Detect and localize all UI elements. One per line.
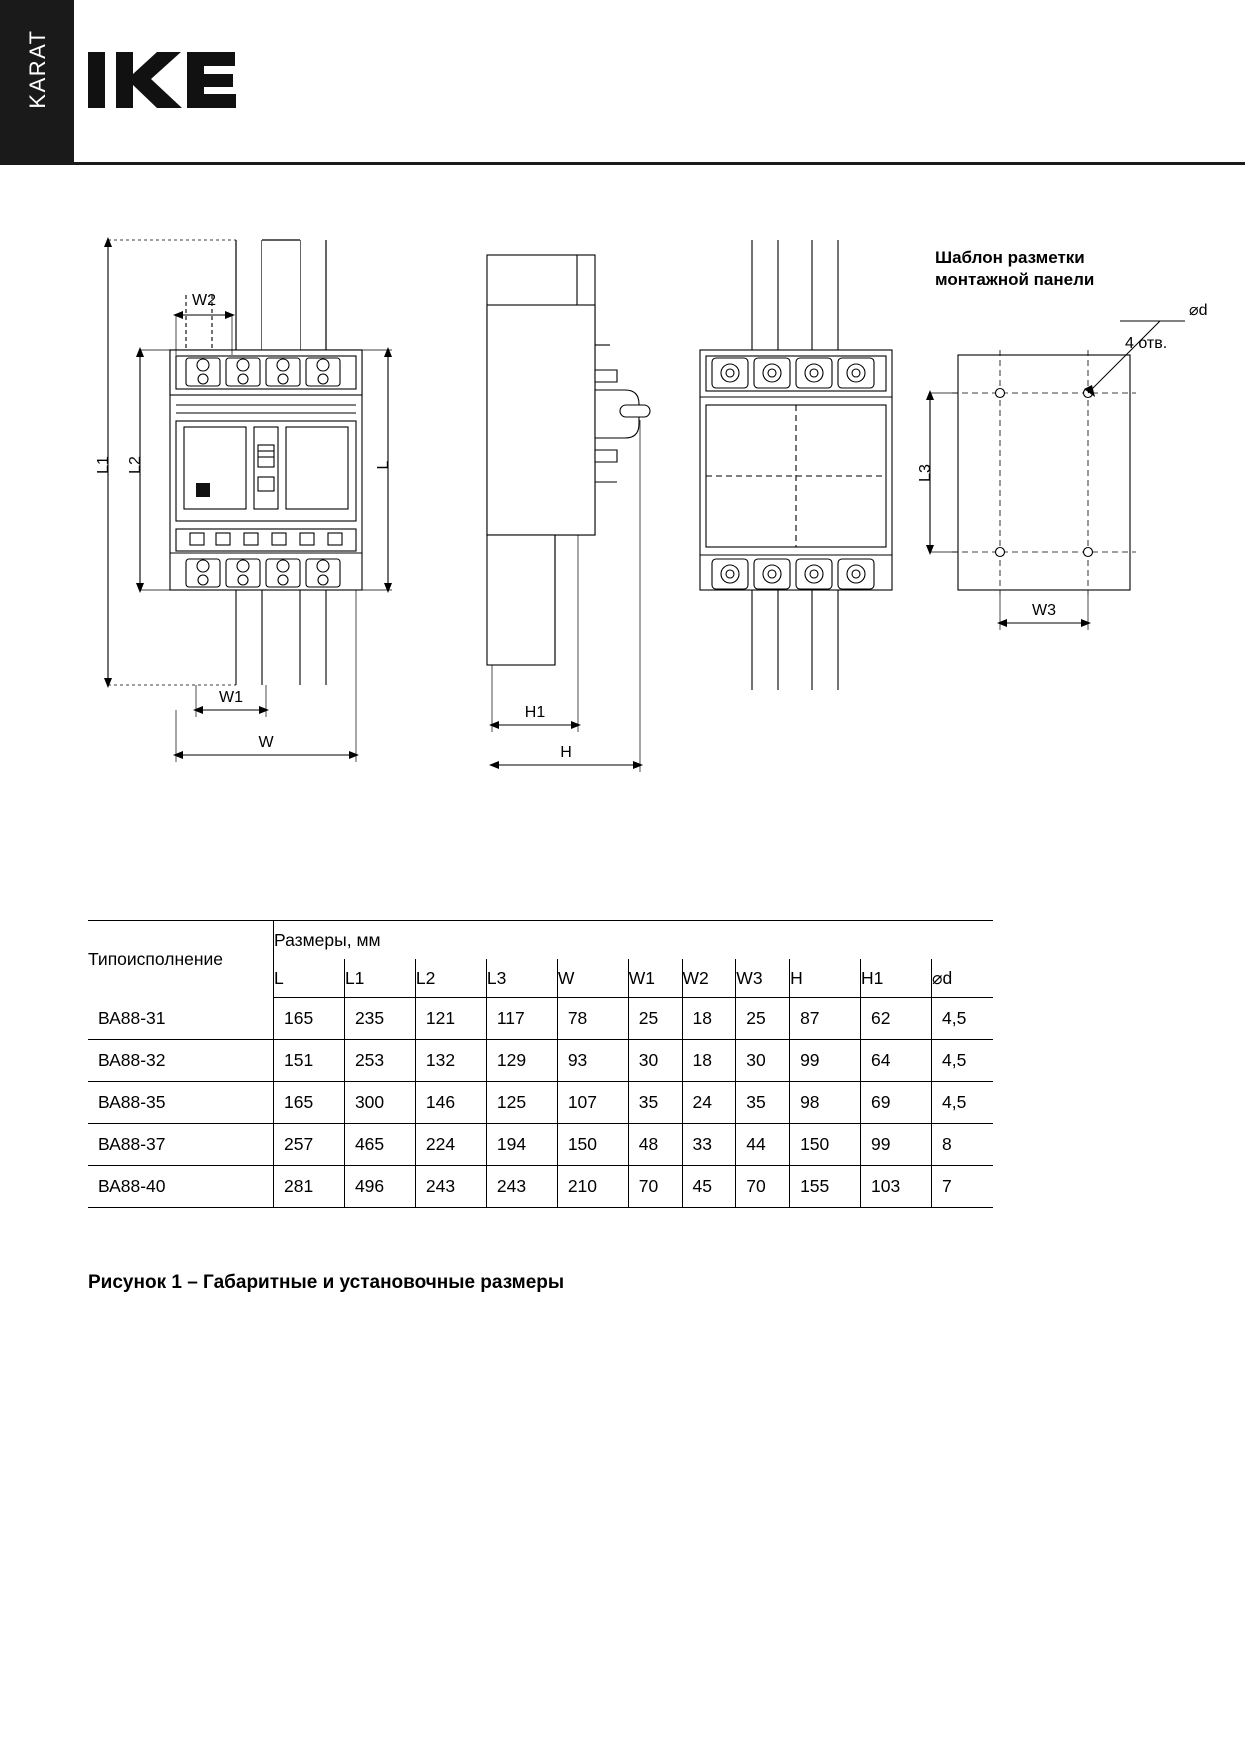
cell-type: ВА88-35 (88, 1082, 274, 1124)
label-w2: W2 (192, 292, 216, 309)
template-note-line2: монтажной панели (935, 270, 1095, 289)
cell-w3: 25 (736, 998, 790, 1040)
cell-l: 281 (274, 1166, 345, 1208)
cell-type: ВА88-32 (88, 1040, 274, 1082)
table-row (88, 1124, 993, 1166)
table-col-l3: L3 (486, 959, 557, 998)
cell-w: 93 (557, 1040, 628, 1082)
cell-l3: 125 (486, 1082, 557, 1124)
cell-h1: 99 (861, 1124, 932, 1166)
cell-l2: 243 (415, 1166, 486, 1208)
cell-l1: 465 (344, 1124, 415, 1166)
cell-l1: 300 (344, 1082, 415, 1124)
cell-h: 99 (790, 1040, 861, 1082)
cell-h1: 69 (861, 1082, 932, 1124)
cell-h: 155 (790, 1166, 861, 1208)
cell-h1: 62 (861, 998, 932, 1040)
cell-l3: 129 (486, 1040, 557, 1082)
table-col-l2: L2 (415, 959, 486, 998)
table-header-type: Типоисполнение (88, 921, 274, 998)
cell-w3: 30 (736, 1040, 790, 1082)
page-header (0, 0, 1245, 163)
brand-tab-label: KARAT (25, 29, 50, 109)
cell-h: 98 (790, 1082, 861, 1124)
label-w: W (258, 734, 274, 751)
label-l: L (375, 460, 392, 470)
cell-l2: 132 (415, 1040, 486, 1082)
cell-w3: 35 (736, 1082, 790, 1124)
cell-w2: 18 (682, 998, 736, 1040)
table-col-l1: L1 (344, 959, 415, 998)
table-col-w2: W2 (682, 959, 736, 998)
table-col-d: ⌀d (931, 959, 993, 998)
cell-type: ВА88-37 (88, 1124, 274, 1166)
cell-w1: 70 (628, 1166, 682, 1208)
label-h1: H1 (524, 704, 546, 721)
cell-w1: 48 (628, 1124, 682, 1166)
cell-l2: 146 (415, 1082, 486, 1124)
cell-w: 150 (557, 1124, 628, 1166)
cell-w1: 30 (628, 1040, 682, 1082)
cell-l: 151 (274, 1040, 345, 1082)
cell-l1: 253 (344, 1040, 415, 1082)
cell-type: ВА88-40 (88, 1166, 274, 1208)
cell-w1: 35 (628, 1082, 682, 1124)
cell-h1: 103 (861, 1166, 932, 1208)
technical-drawing (0, 165, 1245, 905)
label-diameter-d: ⌀d (1189, 302, 1208, 319)
cell-type: ВА88-31 (88, 998, 274, 1040)
cell-w3: 44 (736, 1124, 790, 1166)
table-col-w: W (557, 959, 628, 998)
cell-h: 87 (790, 998, 861, 1040)
table-col-h: H (790, 959, 861, 998)
table-row (88, 1040, 993, 1082)
cell-l3: 194 (486, 1124, 557, 1166)
cell-w: 107 (557, 1082, 628, 1124)
cell-l1: 496 (344, 1166, 415, 1208)
label-l2: L2 (127, 456, 144, 474)
cell-w3: 70 (736, 1166, 790, 1208)
table-row (88, 1166, 993, 1208)
cell-l: 165 (274, 998, 345, 1040)
cell-l1: 235 (344, 998, 415, 1040)
cell-l: 165 (274, 1082, 345, 1124)
label-l1: L1 (95, 456, 112, 474)
cell-w: 78 (557, 998, 628, 1040)
cell-l: 257 (274, 1124, 345, 1166)
table-row (88, 998, 993, 1040)
cell-w2: 33 (682, 1124, 736, 1166)
cell-d: 4,5 (931, 1082, 993, 1124)
cell-w2: 24 (682, 1082, 736, 1124)
table-col-l: L (274, 959, 345, 998)
label-w1: W1 (219, 689, 243, 706)
figure-caption: Рисунок 1 – Габаритные и установочные размеры (88, 1272, 565, 1293)
iek-logo (88, 48, 268, 112)
label-holes-note: 4 отв. (1125, 335, 1168, 352)
table-header-dims: Размеры, мм (274, 921, 994, 960)
dimensions-table (88, 920, 993, 1208)
cell-w: 210 (557, 1166, 628, 1208)
cell-h1: 64 (861, 1040, 932, 1082)
cell-l2: 121 (415, 998, 486, 1040)
table-row (88, 1082, 993, 1124)
cell-l3: 243 (486, 1166, 557, 1208)
cell-d: 8 (931, 1124, 993, 1166)
label-h: H (560, 744, 572, 761)
dimensions-table-wrapper (88, 920, 993, 1208)
cell-h: 150 (790, 1124, 861, 1166)
cell-d: 4,5 (931, 1040, 993, 1082)
label-w3: W3 (1032, 602, 1056, 619)
cell-w2: 18 (682, 1040, 736, 1082)
cell-l3: 117 (486, 998, 557, 1040)
brand-tab (0, 0, 74, 163)
cell-d: 7 (931, 1166, 993, 1208)
cell-d: 4,5 (931, 998, 993, 1040)
table-col-h1: H1 (861, 959, 932, 998)
table-col-w3: W3 (736, 959, 790, 998)
table-col-w1: W1 (628, 959, 682, 998)
template-note-line1: Шаблон разметки (935, 248, 1085, 267)
cell-w2: 45 (682, 1166, 736, 1208)
cell-l2: 224 (415, 1124, 486, 1166)
cell-w1: 25 (628, 998, 682, 1040)
label-l3: L3 (917, 464, 934, 482)
